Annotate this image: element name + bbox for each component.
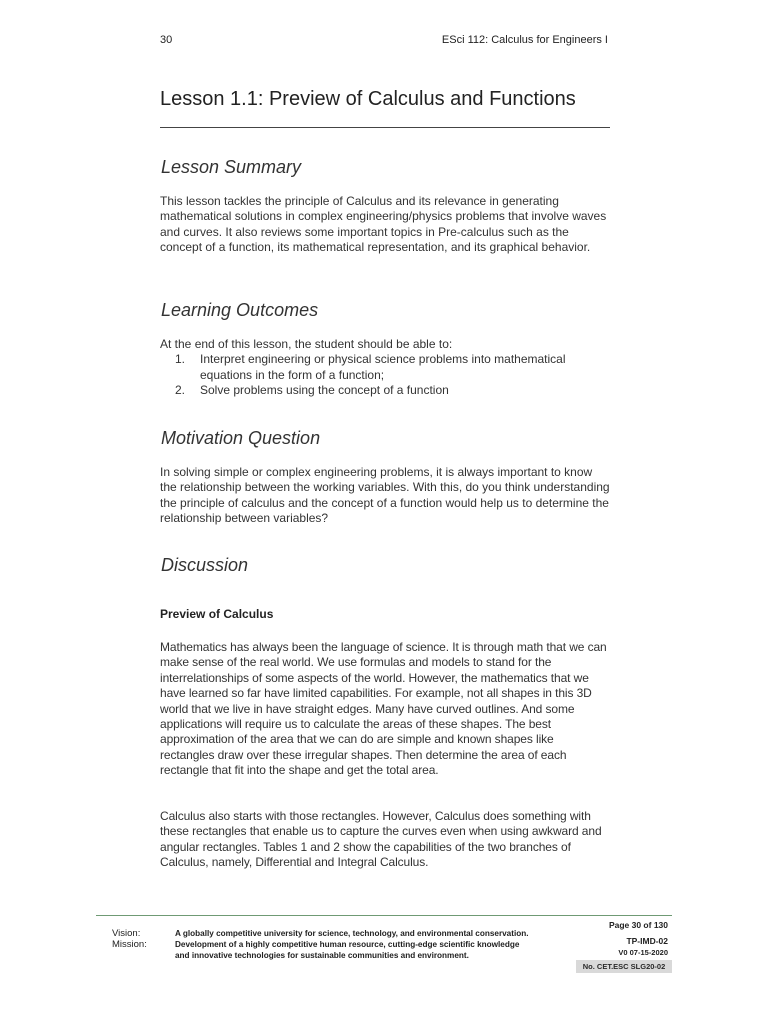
learning-outcomes-heading: Learning Outcomes [161, 300, 319, 320]
learning-outcomes-list [160, 352, 610, 398]
title-divider [160, 127, 610, 128]
mission-text-line-1: Development of a highly competitive human resource, cutting-edge scientific knowledge [175, 940, 520, 949]
lesson-title: Lesson 1.1: Preview of Calculus and Functions [160, 88, 576, 110]
document-number-badge: No. CET.ESC SLG20-02 [576, 960, 672, 973]
list-item-number: 1. [175, 352, 186, 367]
lesson-summary-heading: Lesson Summary [161, 157, 302, 177]
version-date: V0 07-15-2020 [618, 948, 668, 957]
preview-of-calculus-subheading: Preview of Calculus [160, 607, 274, 621]
page-of-total: Page 30 of 130 [608, 920, 668, 930]
page-number: 30 [160, 34, 173, 46]
footer-divider [96, 915, 672, 916]
discussion-paragraph-2: Calculus also starts with those rectangles. However, Calculus does something with these rectangles that enable us to capture the curves even when using awkward and angular rectangles. Tables 1 and 2 show the capabilities of the two branches of Calculus, namely, Differential and Integral Calculus. [160, 809, 602, 870]
list-item [160, 383, 610, 398]
motivation-question-heading: Motivation Question [161, 428, 321, 448]
motivation-question-text: In solving simple or complex engineering problems, it is always important to know the relationship between the working variables. With this, do you think understanding the principle of calculus and the concept of a function would help us to determine the relationship between variables? [160, 465, 610, 526]
form-code: TP-IMD-02 [626, 936, 668, 946]
mission-text-line-2: and innovative technologies for sustainable communities and environment. [175, 951, 469, 960]
discussion-heading: Discussion [161, 555, 249, 575]
course-title: ESci 112: Calculus for Engineers I [441, 34, 608, 46]
list-item-number: 2. [175, 383, 186, 398]
list-item [160, 352, 610, 383]
mission-label: Mission: [112, 939, 147, 950]
learning-outcomes-block [160, 337, 610, 399]
learning-outcomes-intro: At the end of this lesson, the student should be able to: [160, 337, 453, 351]
list-item-text: Interpret engineering or physical science problems into mathematical equations in the form of a function; [200, 352, 566, 382]
lesson-summary-text: This lesson tackles the principle of Calculus and its relevance in generating mathematical solutions in complex engineering/physics problems that involve waves and curves. It also reviews some important topics in Pre-calculus such as the concept of a function, its mathematical representation, and its graphical behavior. [160, 194, 607, 255]
vision-label: Vision: [112, 928, 141, 939]
list-item-text: Solve problems using the concept of a function [200, 383, 449, 398]
vision-text: A globally competitive university for science, technology, and environmental conservation. [175, 929, 529, 938]
discussion-paragraph-1: Mathematics has always been the language of science. It is through math that we can make sense of the real world. We use formulas and models to stand for the interrelationships of some aspects of the world. However, the mathematics that we have learned so far have limited capabilities. For example, not all shapes in this 3D world that we live in have straight edges. Many have curved outlines. And some applications will require us to calculate the areas of these shapes. The best approximation of the area that we can do are simple and known shapes like rectangles draw over these irregular shapes. Then determine the area of each rectangle that fit into the shape and get the total area. [160, 640, 607, 778]
